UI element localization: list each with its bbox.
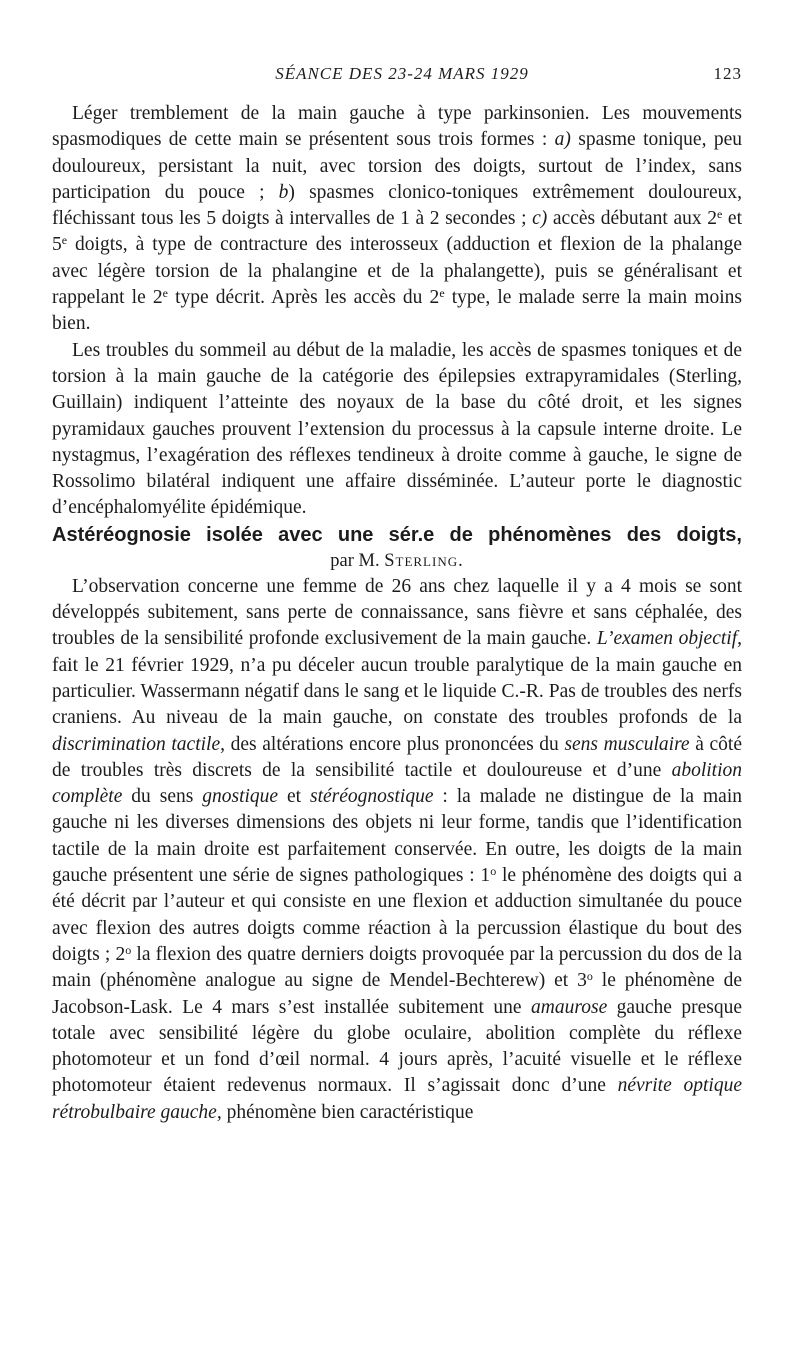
paragraph-parkinsonian-tremor: Léger tremblement de la main gauche à type parkinsonien. Les mouvements spasmodiques de cette main se présentent sous trois formes : a) spasme tonique, peu douloureux, persistant la nuit, avec torsion des doigts, surtout de l’index, sans participation du pouce ; b) spasmes clonico-toniques extrêmement douloureux, fléchissant tous les 5 doigts à intervalles de 1 à 2 secondes ; c) accès débutant aux 2e et 5e doigts, à type de contracture des interosseux (adduction et flexion de la phalange avec légère torsion de la phalangine et de la phalangette), puis se généralisant et rappelant le 2e type décrit. Après les accès du 2e type, le malade serre la main moins bien. <box>52 103 742 335</box>
paragraph-observation: L’observation concerne une femme de 26 ans chez laquelle il y a 4 mois se sont développés subitement, sans perte de connaissance, sans fièvre et sans céphalée, des troubles de la sensibilité profonde exclusivement de la main gauche. L’examen objectif, fait le 21 février 1929, n’a pu déceler aucun trouble paralytique de la main gauche en particulier. Wassermann négatif dans le sang et le liquide C.-R. Pas de troubles des nerfs craniens. Au niveau de la main gauche, on constate des troubles profonds de la discrimination tactile, des altérations encore plus prononcées du sens musculaire à côté de troubles très discrets de la sensibilité tactile et douloureuse et d’une abolition complète du sens gnostique et stéréognostique : la malade ne distingue de la main gauche ni les diverses dimensions des objets ni leur forme, tandis que l’identification tactile de la main droite est parfaitement conservée. En outre, les doigts de la main gauche présentent une série de signes pathologiques : 1$^o$ le phénomène des doigts qui a été décrit par l’auteur et qui consiste en une flexion et adduction simultanée du pouce avec flexion des autres doigts comme réaction à la percussion élastique du bout des doigts ; 2$^o$ la flexion des quatre derniers doigts provoquée par la percussion du dos de la main (phénomène analogue au signe de Mendel-Bechterew) et 3$^o$ le phénomène de Jacobson-Lask. Le 4 mars s’est installée subitement une amaurose gauche presque totale avec sensibilité légère du globe oculaire, abolition complète du réflexe photomoteur et un fond d’œil normal. 4 jours après, l’acuité visuelle et le réflexe photomoteur étaient redevenus normaux. Il s’agissait donc d’une névrite optique rétrobulbaire gauche, phénomène bien caractéristique <box>52 575 743 1123</box>
running-head <box>62 64 742 90</box>
running-title: SÉANCE DES 23-24 MARS 1929 <box>275 64 529 83</box>
section-byline: par M. Sterling. <box>330 550 464 571</box>
section-title: Astéréognosie isolée avec une sér.e de phénomènes des doigts, <box>52 523 742 546</box>
body-text <box>52 101 742 1126</box>
page-number: 123 <box>713 64 742 83</box>
paragraph-diagnosis: Les troubles du sommeil au début de la maladie, les accès de spasmes toniques et de torsion à la main gauche de la catégorie des épilepsies extrapyramidales (Sterling, Guillain) indiquent l’atteinte des noyaux de la base du côté droit, et les signes pyramidaux gauches prouvent l’extension du processus à la capsule interne droite. Le nystagmus, l’exagération des réflexes tendineux à droite comme à gauche, le signe de Rossolimo bilatéral indiquent une affaire disséminée. L’auteur porte le diagnostic d’encéphalomyélite épidémique. <box>52 339 742 519</box>
author-name: Sterling. <box>384 550 464 571</box>
